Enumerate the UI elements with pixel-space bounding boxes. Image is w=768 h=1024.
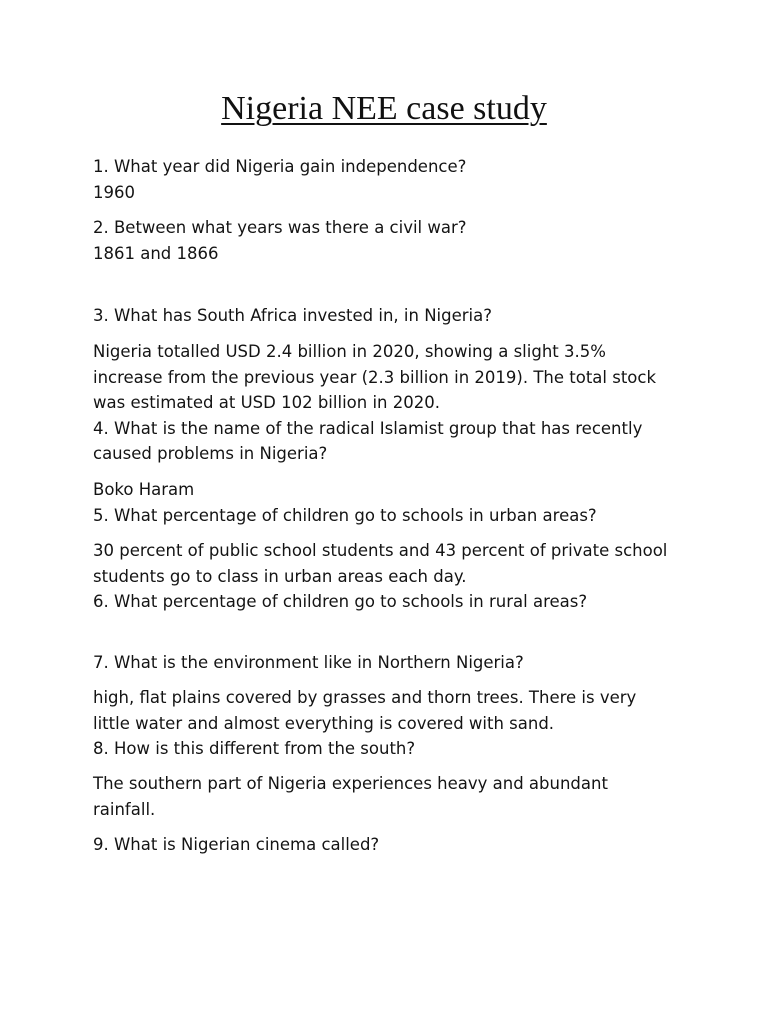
answer-5-line: 30 percent of public school students and 43 percent of private school [93,541,668,560]
question-9: 9. What is Nigerian cinema called? [93,835,380,854]
question-2: 2. Between what years was there a civil war? [93,218,467,237]
answer-8-line: rainfall. [93,800,156,819]
answer-3-line: increase from the previous year (2.3 billion in 2019). The total stock [93,368,657,387]
page-title: Nigeria NEE case study [221,90,547,127]
question-4-line: caused problems in Nigeria? [93,444,328,463]
answer-2: 1861 and 1866 [93,244,219,263]
answer-3-line: Nigeria totalled USD 2.4 billion in 2020, showing a slight 3.5% [93,342,606,361]
answer-8-line: The southern part of Nigeria experiences heavy and abundant [93,774,608,793]
answer-7-line: little water and almost everything is covered with sand. [93,714,555,733]
question-3: 3. What has South Africa invested in, in Nigeria? [93,306,492,325]
answer-7-line: high, flat plains covered by grasses and thorn trees. There is very [93,688,637,707]
question-4-line: 4. What is the name of the radical Islamist group that has recently [93,419,643,438]
question-1: 1. What year did Nigeria gain independence? [93,157,467,176]
answer-4: Boko Haram [93,480,195,499]
question-5: 5. What percentage of children go to schools in urban areas? [93,506,597,525]
question-8: 8. How is this different from the south? [93,739,416,758]
answer-3-line: was estimated at USD 102 billion in 2020. [93,393,440,412]
question-6: 6. What percentage of children go to schools in rural areas? [93,592,588,611]
answer-5-line: students go to class in urban areas each day. [93,567,467,586]
answer-1: 1960 [93,183,135,202]
question-7: 7. What is the environment like in Northern Nigeria? [93,653,524,672]
